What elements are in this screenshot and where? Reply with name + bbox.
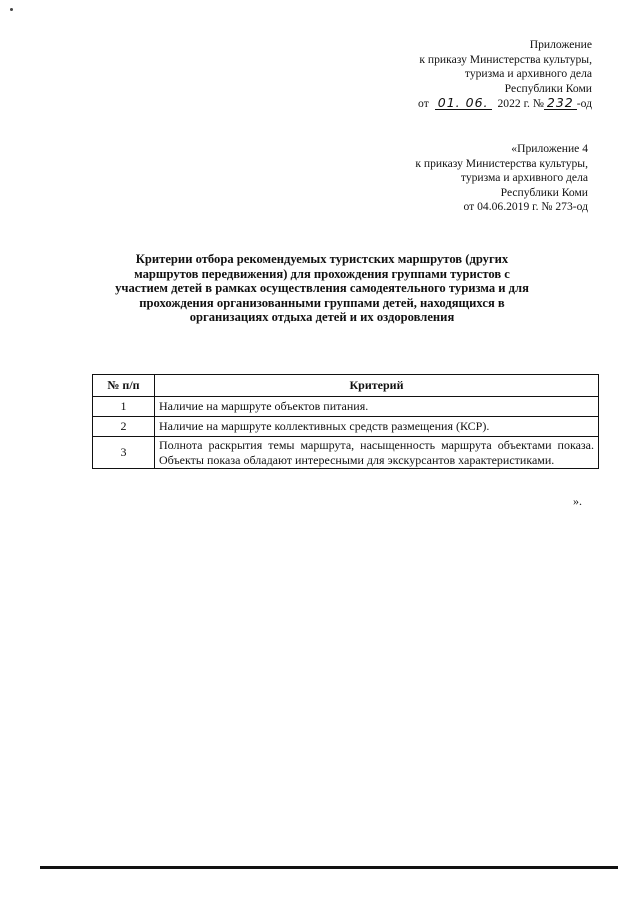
date-prefix: от [418, 97, 429, 110]
prev-line-2: к приказу Министерства культуры, [415, 156, 588, 170]
title-line-4: прохождения организованными группами детей, находящихся в [139, 295, 505, 310]
row-criterion: Наличие на маршруте объектов питания. [155, 397, 599, 417]
scan-speck [10, 8, 13, 11]
table-header-row [93, 375, 599, 397]
title-line-1: Критерии отбора рекомендуемых туристских маршрутов (других [135, 252, 509, 266]
closing-quote: ». [573, 494, 582, 508]
row-number: 2 [93, 417, 155, 437]
handwritten-date: 01. 06. [435, 96, 492, 110]
title-line-2: маршрутов передвижения) для прохождения группами туристов с [134, 266, 510, 281]
title-line-5: организациях отдыха детей и их оздоровления [189, 310, 455, 325]
header-criterion: Критерий [155, 375, 599, 397]
prev-line-5: от 04.06.2019 г. № 273-од [463, 200, 588, 213]
prev-line-3: туризма и архивного дела [460, 171, 588, 184]
document-title [92, 252, 552, 325]
handwritten-number: 232 [544, 96, 577, 110]
previous-appendix-block [415, 142, 588, 215]
approval-line-2: к приказу Министерства культуры, [419, 52, 592, 66]
title-line-3: участием детей в рамках осуществления самодеятельного туризма и для [115, 281, 529, 296]
row-criterion: Полнота раскрытия темы маршрута, насыщенность маршрута объектами показа. Объекты показа обладают интересными для экскурсантов характеристиками. [155, 437, 599, 469]
approval-line-1: Приложение [529, 38, 592, 51]
table-row [93, 437, 599, 469]
criteria-table [92, 374, 599, 469]
approval-block [418, 38, 592, 112]
approval-date-line [418, 96, 592, 112]
table-row [93, 417, 599, 437]
scan-bottom-edge [40, 866, 618, 869]
row-number: 3 [93, 437, 155, 469]
year-text: 2022 г. № [497, 97, 544, 110]
table-row [93, 397, 599, 417]
approval-line-4: Республики Коми [504, 81, 592, 95]
prev-line-1: «Приложение 4 [511, 142, 588, 155]
row-number: 1 [93, 397, 155, 417]
approval-line-3: туризма и архивного дела [464, 67, 592, 80]
prev-line-4: Республики Коми [500, 185, 588, 199]
number-suffix: -од [576, 97, 592, 110]
header-number: № п/п [93, 375, 155, 397]
row-criterion: Наличие на маршруте коллективных средств размещения (КСР). [155, 417, 599, 437]
